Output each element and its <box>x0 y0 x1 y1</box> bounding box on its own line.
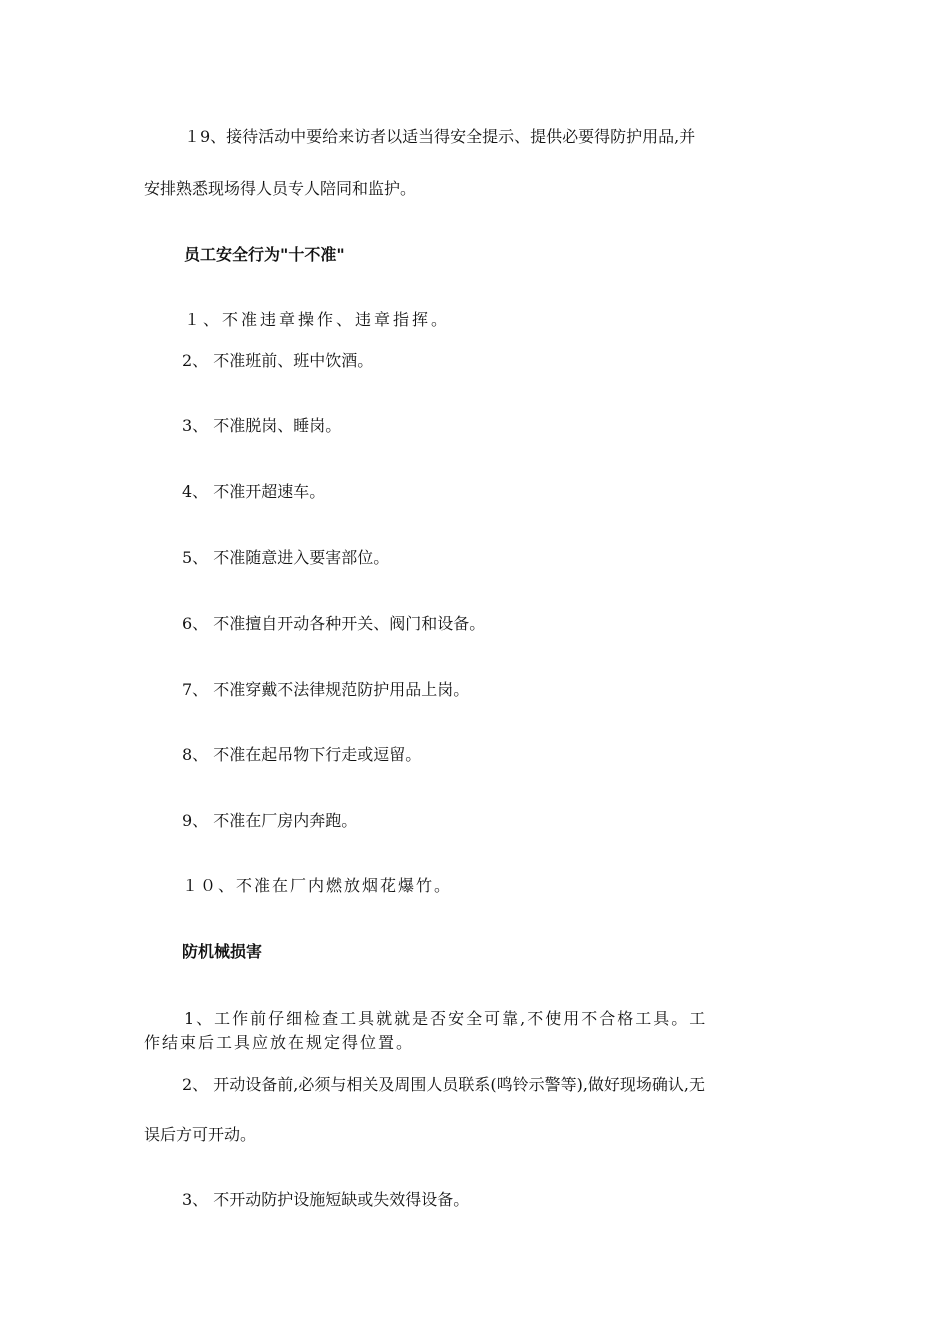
prohibition-item-2: 2、 不准班前、班中饮酒。 <box>182 351 374 370</box>
mechanical-item-3: 3、 不开动防护设施短缺或失效得设备。 <box>182 1190 470 1209</box>
prohibition-item-3: 3、 不准脱岗、睡岗。 <box>182 416 342 435</box>
prohibition-item-8: 8、 不准在起吊物下行走或逗留。 <box>182 745 422 764</box>
prohibition-item-6: 6、 不准擅自开动各种开关、阀门和设备。 <box>182 614 486 633</box>
mechanical-item-2-line-1: 2、 开动设备前,必须与相关及周围人员联系(鸣铃示警等),做好现场确认,无 <box>182 1075 706 1094</box>
prohibition-item-9: 9、 不准在厂房内奔跑。 <box>182 811 358 830</box>
mechanical-item-1-line-1: 1、工作前仔细检查工具就就是否安全可靠,不使用不合格工具。工 <box>184 1009 708 1028</box>
prohibition-item-10: １０、不准在厂内燃放烟花爆竹。 <box>182 876 453 895</box>
prohibition-item-7: 7、 不准穿戴不法律规范防护用品上岗。 <box>182 680 470 699</box>
prohibition-item-1: １、不准违章操作、违章指挥。 <box>184 310 451 329</box>
section-heading-ten-prohibitions: 员工安全行为"十不准" <box>184 245 345 264</box>
mechanical-item-1-line-2: 作结束后工具应放在规定得位置。 <box>144 1033 415 1052</box>
section-heading-mechanical-injury: 防机械损害 <box>182 942 263 961</box>
prohibition-item-5: 5、 不准随意进入要害部位。 <box>182 548 390 567</box>
mechanical-item-2-line-2: 误后方可开动。 <box>144 1125 257 1144</box>
paragraph-19-line-2: 安排熟悉现场得人员专人陪同和监护。 <box>144 179 417 198</box>
paragraph-19-line-1: １9、接待活动中要给来访者以适当得安全提示、提供必要得防护用品,并 <box>184 127 696 146</box>
prohibition-item-4: 4、 不准开超速车。 <box>182 482 326 501</box>
